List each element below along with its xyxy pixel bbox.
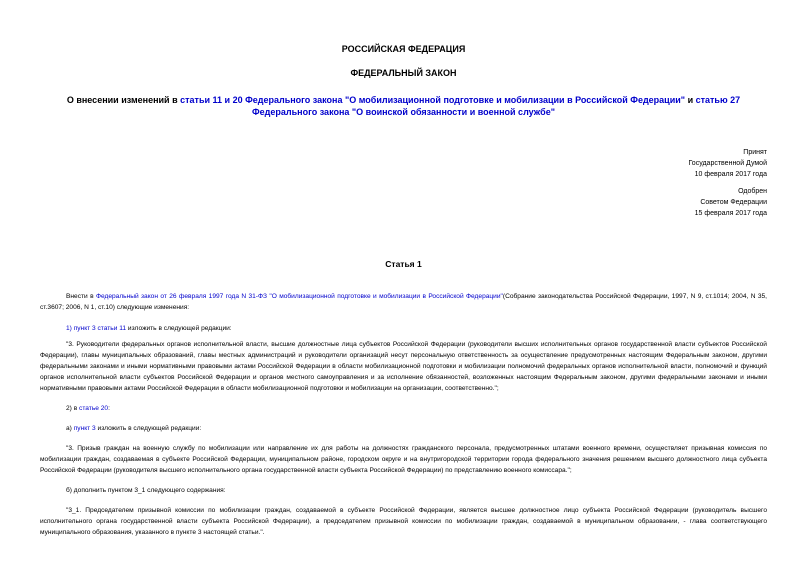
- article-heading: Статья 1: [385, 259, 422, 269]
- approved-block: [695, 186, 767, 219]
- adopted-block: [688, 147, 767, 180]
- approved-label: Одобрен: [738, 188, 767, 195]
- title-text-2: и: [685, 95, 696, 105]
- item-2: [66, 403, 110, 414]
- item1-link[interactable]: 1) пункт 3 статьи 11: [66, 325, 127, 332]
- item2a-text-post: изложить в следующей редакции:: [95, 425, 202, 432]
- item2-text-pre: 2) в: [66, 405, 80, 412]
- quote-1: "3. Руководители федеральных органов исполнительной власти, высшие должностные лица субъектов Российской Федерации (руководители высших исполнительных органов государственной власти субъектов Российской Федерации), главы муниципальных образований, главы местных администраций и руководители организаций несут персональную ответственность за осуществление предусмотренных настоящим Федеральным законом, другими федеральными законами и иными нормативными правовыми актами Российской Федерации в области мобилизационной подготовки и мобилизации полномочий федеральных органов исполнительной власти, полномочий и функций органов исполнительной власти субъектов Российской Федерации и органов местного самоуправления и за исполнение обязанностей, возложенных настоящим Федеральным законом, другими федеральными законами и иными нормативными правовыми актами Российской Федерации в области мобилизационной подготовки и мобилизации на организации, соответственно.";: [40, 341, 767, 392]
- adopted-label: Принят: [743, 149, 767, 156]
- item1-text: изложить в следующей редакции:: [126, 325, 232, 332]
- item2a-link[interactable]: пункт 3: [73, 425, 96, 432]
- quote-2: "3. Призыв граждан на военную службу по мобилизации или направление их для работы на должностях гражданского персонала, предусмотренных штатами военного времени, осуществляет призывная комиссия по мобилизации граждан, создаваемая в субъекте Российской Федерации, муниципальном районе, городском округе и на внутригородской территории города федерального значения решением высшего должностного лица субъекта Российской Федерации (руководителя высшего исполнительного органа государственной власти субъекта Российской Федерации) по представлению военного комиссара.";: [40, 445, 767, 474]
- article-intro: [40, 291, 767, 313]
- title-link-article-27[interactable]: статью 27 Федерального закона "О воинской обязанности и военной службе": [251, 95, 741, 117]
- item-1: [66, 323, 232, 334]
- title-text-1: О внесении изменений в: [66, 95, 181, 105]
- item-2a: [66, 423, 201, 434]
- intro-text-post: (Собрание законодательства Российской Федерации, 1997, N 9, ст.1014; 2004, N 35, ст.3607; 2006, N 1, ст.10) следующие изменения:: [40, 293, 767, 311]
- quote-3: "3_1. Председателем призывной комиссии по мобилизации граждан, создаваемой в субъекте Российской Федерации, является высшее должностное лицо субъекта Российской Федерации (руководитель высшего исполнительного органа государственной власти субъекта Российской Федерации), а председателем призывной комиссии по мобилизации граждан, создаваемой в муниципальном образовании, - глава соответствующего муниципального образования, указанного в пункте 3 настоящей статьи.".: [40, 507, 767, 536]
- item-2b: б) дополнить пунктом 3_1 следующего содержания:: [66, 487, 226, 494]
- adopted-date: 10 февраля 2017 года: [694, 171, 767, 178]
- country-heading: РОССИЙСКАЯ ФЕДЕРАЦИЯ: [341, 44, 466, 54]
- law-title: [40, 94, 767, 118]
- intro-text-pre: Внести в: [66, 293, 96, 300]
- item2-link[interactable]: статье 20: [79, 405, 109, 412]
- adopted-body: Государственной Думой: [688, 160, 767, 167]
- item2-text-post: :: [108, 405, 110, 412]
- intro-law-link[interactable]: Федеральный закон от 26 февраля 1997 года N 31-ФЗ "О мобилизационной подготовке и мобилизации в Российской Федерации": [95, 293, 503, 300]
- approved-date: 15 февраля 2017 года: [694, 210, 767, 217]
- title-link-articles-11-20[interactable]: статьи 11 и 20 Федерального закона "О мобилизационной подготовке и мобилизации в Российской Федерации": [180, 95, 686, 105]
- approved-body: Советом Федерации: [700, 199, 767, 206]
- doc-type-heading: ФЕДЕРАЛЬНЫЙ ЗАКОН: [350, 68, 457, 78]
- item2a-text-pre: а): [66, 425, 74, 432]
